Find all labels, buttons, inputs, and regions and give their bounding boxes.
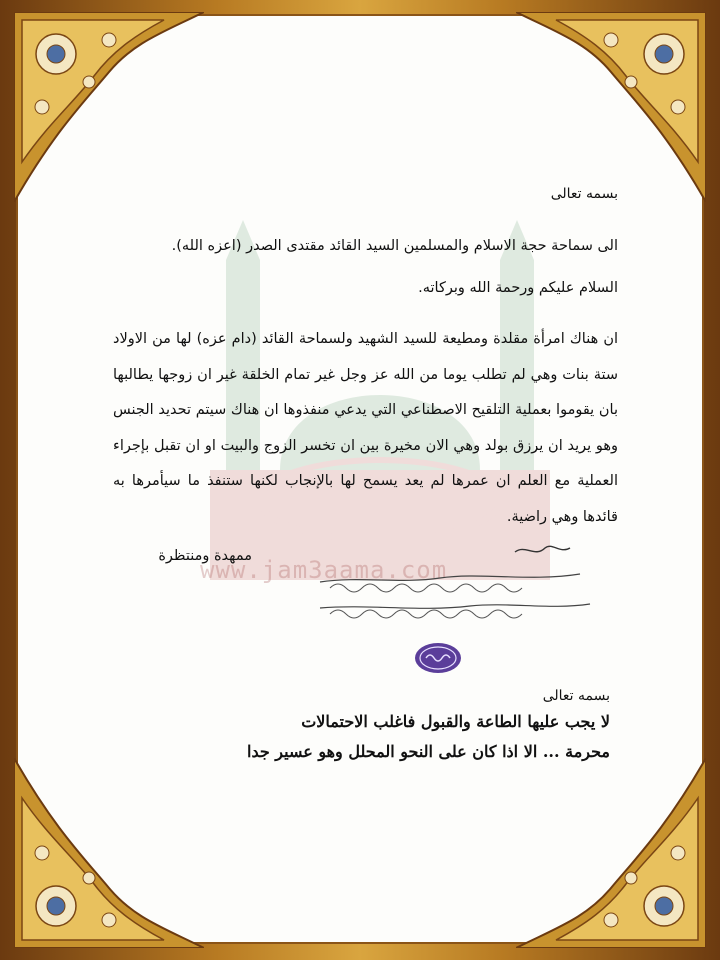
ornament-corner-bottom-right [516,758,706,948]
ornament-corner-bottom-left [14,758,204,948]
handwritten-ruling [300,538,600,638]
letter-signature: ممهدة ومنتظرة [158,548,252,564]
answer-basmala: بسمه تعالى [542,688,610,704]
letter-greeting: السلام عليكم ورحمة الله وبركاته. [418,280,618,296]
answer-line-2: محرمة ... الا اذا كان على النحو المحلل وهو عسير جدا [247,742,610,761]
answer-line-1: لا يجب عليها الطاعة والقبول فاغلب الاحتمالات [301,712,610,731]
official-seal-stamp [414,642,462,674]
watermark-url: www.jam3aama.com [200,556,448,584]
ornament-corner-top-right [516,12,706,202]
ornament-corner-top-left [14,12,204,202]
letter-basmala: بسمه تعالى [550,186,618,202]
letter-question: ان هناك امرأة مقلدة ومطيعة للسيد الشهيد ولسماحة القائد (دام عزه) لها من الاولاد ستة بنات وهي لم تطلب يوما من الله عز وجل غير تمام الخلقة غير ان زوجها يطالبها بان يقوموا بعملية التلقيح الاصطناعي التي يدعي منفذوها ان هناك سيتم تحديد الجنس وهو يريد ان يرزق بولد وهي الان مخيرة بين ان تخسر الزوج والبيت او ان تقبل بإجراء العملية مع العلم ان عمرها لم يعد يسمح لها بالإنجاب لكنها ستنفذ ما سيأمرها به قائدها وهي راضية. [113,331,618,525]
letter-addressee: الى سماحة حجة الاسلام والمسلمين السيد القائد مقتدى الصدر (اعزه الله). [171,238,618,254]
